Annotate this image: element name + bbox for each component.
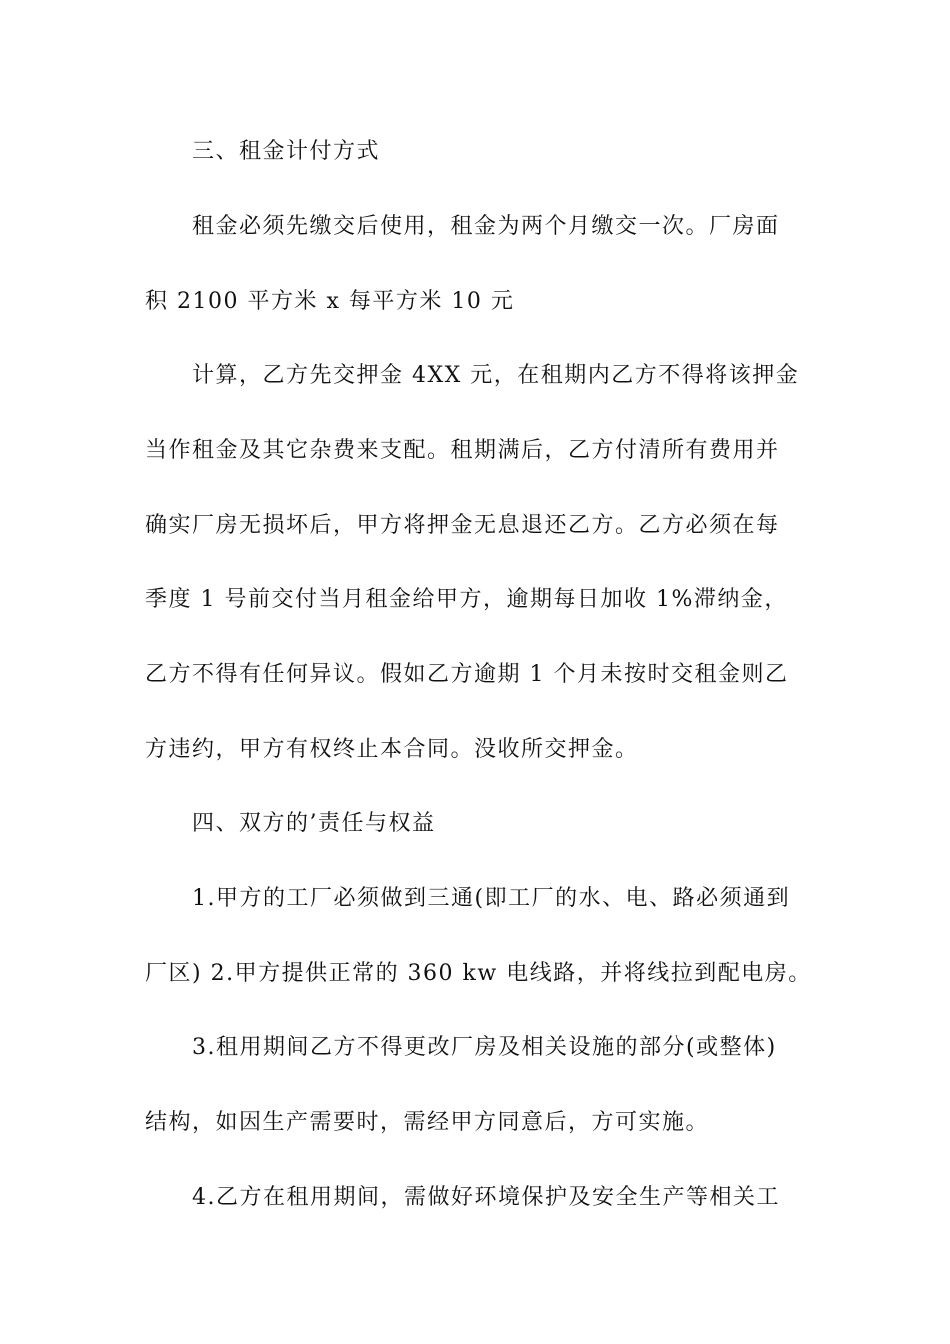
paragraph-line: 1.甲方的工厂必须做到三通(即工厂的水、电、路必须通到: [192, 886, 791, 911]
paragraph-line: 当作租金及其它杂费来支配。租期满后，乙方付清所有费用并: [145, 438, 780, 463]
paragraph-line: 计算，乙方先交押金 4XX 元，在租期内乙方不得将该押金: [192, 363, 800, 388]
paragraph-line: 季度 1 号前交付当月租金给甲方，逾期每日加收 1%滞纳金，: [145, 587, 788, 612]
paragraph-line: 4.乙方在租用期间，需做好环境保护及安全生产等相关工: [192, 1185, 780, 1210]
section-heading-responsibilities: 四、双方的’责任与权益: [192, 811, 436, 836]
paragraph-line: 结构，如因生产需要时，需经甲方同意后，方可实施。: [145, 1110, 710, 1135]
paragraph-line: 厂区) 2.甲方提供正常的 360 kw 电线路，并将线拉到配电房。: [145, 961, 812, 986]
paragraph-line: 3.租用期间乙方不得更改厂房及相关设施的部分(或整体): [192, 1035, 777, 1060]
paragraph-line: 积 2100 平方米 x 每平方米 10 元: [145, 289, 515, 314]
section-heading-rent-payment: 三、租金计付方式: [192, 139, 381, 164]
paragraph-line: 确实厂房无损坏后，甲方将押金无息退还乙方。乙方必须在每: [145, 513, 780, 538]
paragraph-line: 方违约，甲方有权终止本合同。没收所交押金。: [145, 737, 639, 762]
paragraph-line: 乙方不得有任何异议。假如乙方逾期 1 个月未按时交租金则乙: [145, 662, 789, 687]
paragraph-line: 租金必须先缴交后使用，租金为两个月缴交一次。厂房面: [192, 214, 780, 239]
